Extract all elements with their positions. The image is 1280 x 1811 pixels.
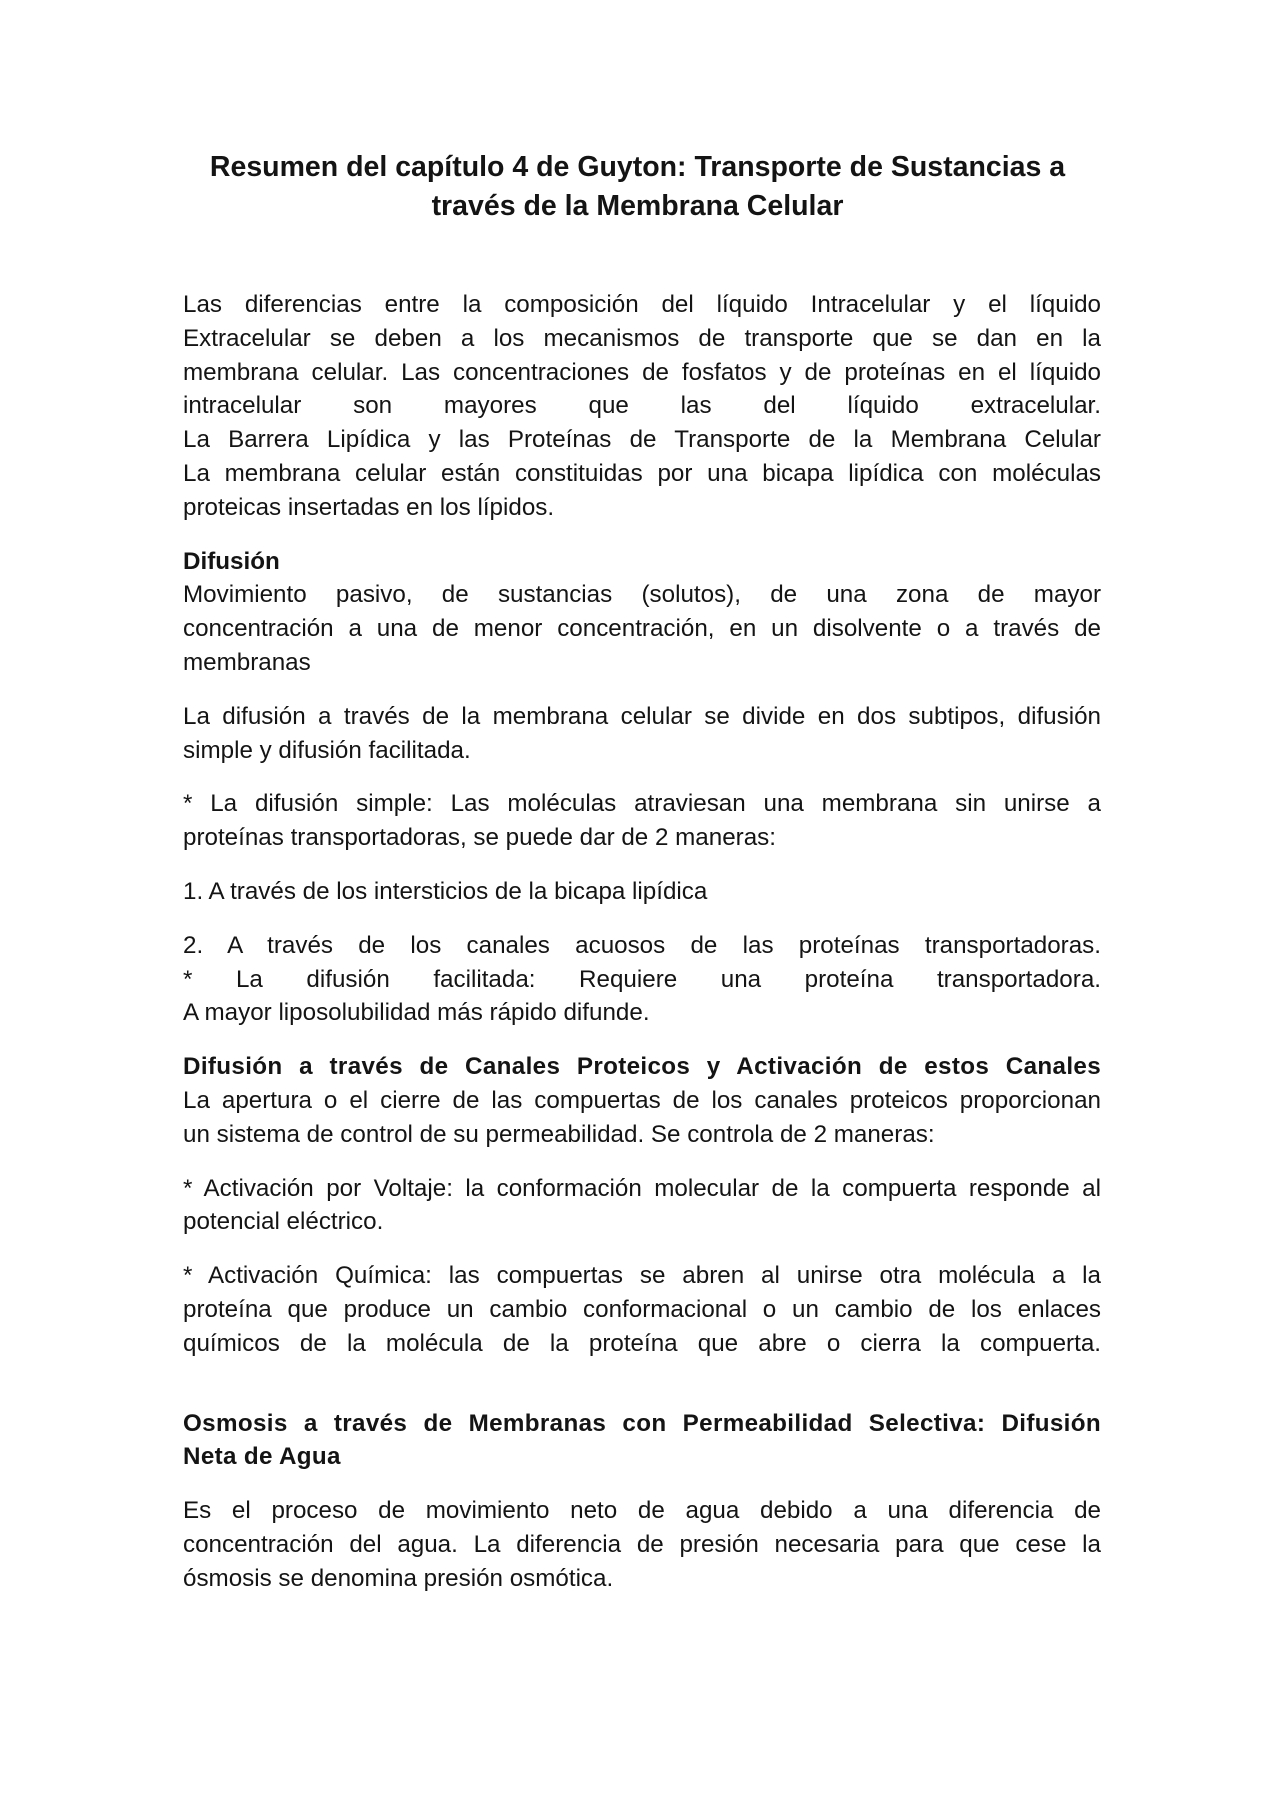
difusion-heading: Difusión	[183, 547, 280, 575]
document-title-line-2: través de la Membrana Celular	[431, 190, 844, 222]
difusion-simple-line: * La difusión simple: Las moléculas atraviesan una membrana sin unirse a	[183, 790, 1101, 818]
intro-line: proteicas insertadas en los lípidos.	[183, 493, 555, 521]
difusion-subtypes-line: La difusión a través de la membrana celular se divide en dos subtipos, difusión	[183, 702, 1101, 730]
activacion-quimica-paragraph	[183, 1259, 1101, 1360]
intro-line: intracelular son mayores que las del líquido extracelular.	[183, 392, 1101, 420]
osmosis-line: Es el proceso de movimiento neto de agua debido a una diferencia de	[183, 1497, 1101, 1525]
osmosis-heading-block	[183, 1407, 1101, 1475]
osmosis-heading-line: Neta de Agua	[183, 1443, 341, 1471]
osmosis-heading-line: Osmosis a través de Membranas con Permeabilidad Selectiva: Difusión	[183, 1409, 1101, 1437]
activacion-voltaje-line: potencial eléctrico.	[183, 1208, 384, 1236]
difusion-facilitada-line: * La difusión facilitada: Requiere una proteína transportadora.	[183, 965, 1101, 993]
difusion-definition-line: concentración a una de menor concentración, en un disolvente o a través de	[183, 615, 1101, 643]
intro-paragraph	[183, 288, 1101, 525]
activacion-voltaje-line: * Activación por Voltaje: la conformación molecular de la compuerta responde al	[183, 1174, 1101, 1202]
list-item-2-line: 2. A través de los canales acuosos de las proteínas transportadoras.	[183, 931, 1101, 959]
osmosis-paragraph	[183, 1494, 1101, 1595]
difusion-definition-line: membranas	[183, 648, 311, 676]
intro-line: La Barrera Lipídica y las Proteínas de Transporte de la Membrana Celular	[183, 426, 1101, 454]
activacion-quimica-line: químicos de la molécula de la proteína que abre o cierra la compuerta.	[183, 1329, 1101, 1357]
document-body	[183, 288, 1101, 1616]
intro-line: Las diferencias entre la composición del líquido Intracelular y el líquido	[183, 291, 1101, 318]
intro-line: La membrana celular están constituidas por una bicapa lipídica con moléculas	[183, 459, 1101, 487]
canales-line: La apertura o el cierre de las compuertas de los canales proteicos proporcionan	[183, 1086, 1101, 1114]
list-item-2-paragraph	[183, 929, 1101, 1030]
difusion-subtypes-line: simple y difusión facilitada.	[183, 736, 471, 764]
activacion-quimica-line: proteína que produce un cambio conformacional o un cambio de los enlaces	[183, 1295, 1101, 1323]
activacion-voltaje-paragraph	[183, 1172, 1101, 1240]
difusion-simple-paragraph	[183, 787, 1101, 855]
osmosis-line: concentración del agua. La diferencia de presión necesaria para que cese la	[183, 1530, 1101, 1558]
canales-line: un sistema de control de su permeabilidad. Se controla de 2 maneras:	[183, 1120, 935, 1148]
activacion-quimica-line: * Activación Química: las compuertas se abren al unirse otra molécula a la	[183, 1262, 1101, 1290]
document-title	[150, 148, 1125, 226]
intro-line: membrana celular. Las concentraciones de fosfatos y de proteínas en el líquido	[183, 358, 1101, 386]
intro-line: Extracelular se deben a los mecanismos de transporte que se dan en la	[183, 324, 1101, 352]
osmosis-line: ósmosis se denomina presión osmótica.	[183, 1564, 614, 1592]
difusion-definition-line: Movimiento pasivo, de sustancias (solutos), de una zona de mayor	[183, 581, 1101, 609]
canales-heading: Difusión a través de Canales Proteicos y Activación de estos Canales	[183, 1053, 1101, 1081]
difusion-subtypes-paragraph	[183, 700, 1101, 768]
canales-section	[183, 1050, 1101, 1151]
difusion-section	[183, 545, 1101, 680]
document-title-line-1: Resumen del capítulo 4 de Guyton: Transporte de Sustancias a	[209, 151, 1066, 183]
difusion-simple-line: proteínas transportadoras, se puede dar de 2 maneras:	[183, 824, 776, 852]
list-item-1	[183, 875, 1101, 909]
list-item-1-text: 1. A través de los intersticios de la bicapa lipídica	[183, 877, 708, 905]
liposolubilidad-line: A mayor liposolubilidad más rápido difunde.	[183, 999, 650, 1027]
